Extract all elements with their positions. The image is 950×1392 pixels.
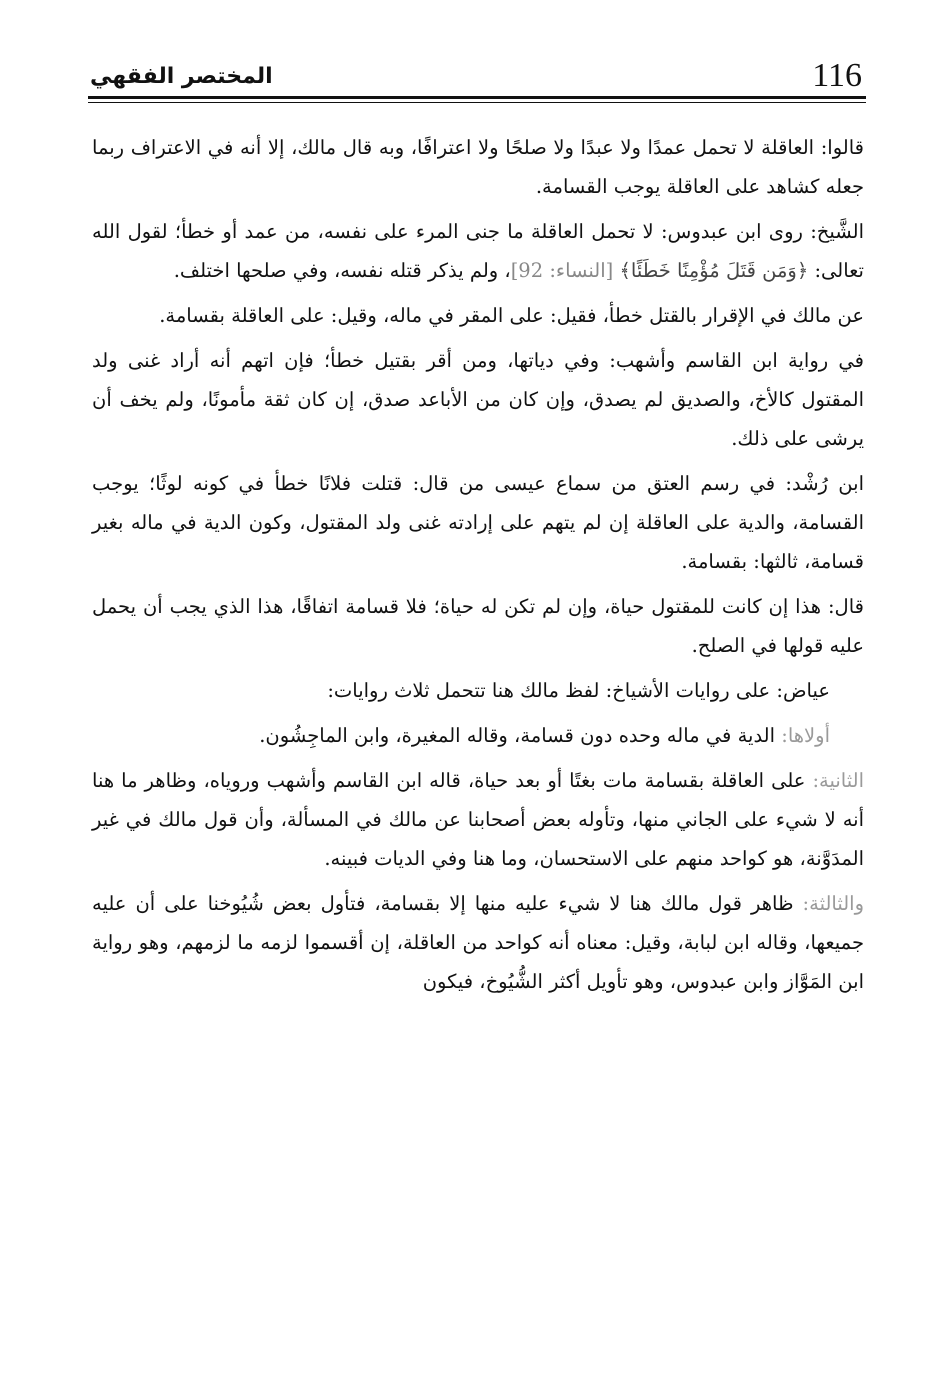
paragraph-5 xyxy=(92,464,864,581)
paragraph-text: الشَّيخ: روى ابن عبدوس: لا تحمل العاقلة ما جنى المرء على نفسه، من عمد أو خطأ؛ لقول الله تعالى: xyxy=(92,220,864,282)
page-header xyxy=(88,58,866,94)
paragraph-1 xyxy=(92,128,864,206)
item-label: أولاها: xyxy=(775,724,830,747)
page-number: 116 xyxy=(812,57,862,94)
paragraph-text: ظاهر قول مالك هنا لا شيء عليه منها إلا بقسامة، فتأول بعض شُيُوخنا على أن عليه جميعها، وقاله ابن لبابة، وقيل: معناه أنه كواحد من العاقلة، إن أقسموا لزمه ما لزمهم، وهو رواية ابن المَوَّاز وابن عبدوس، وهو تأويل أكثر الشُّيُوخ، فيكون xyxy=(92,892,864,993)
paragraph-text: الدية في ماله وحده دون قسامة، وقاله المغيرة، وابن الماجِشُون. xyxy=(259,724,776,747)
item-label: والثالثة: xyxy=(793,892,864,915)
book-title: المختصر الفقهي xyxy=(90,64,273,89)
paragraph-2 xyxy=(92,212,864,290)
paragraph-text: قال: هذا إن كانت للمقتول حياة، وإن لم تكن له حياة؛ فلا قسامة اتفاقًا، هذا الذي يجب أن يحمل عليه قولها في الصلح. xyxy=(92,595,864,657)
paragraph-7 xyxy=(92,671,864,710)
body-text xyxy=(92,128,864,1007)
paragraph-text: عياض: على روايات الأشياخ: لفظ مالك هنا تتحمل ثلاث روايات: xyxy=(327,679,830,702)
quran-verse: ﴿وَمَن قَتَلَ مُؤْمِنًا خَطَئًا﴾ xyxy=(619,259,809,282)
paragraph-text: ابن رُشْد: في رسم العتق من سماع عيسى من قال: قتلت فلانًا خطأ في كونه لوثًا؛ يوجب القسامة، والدية على العاقلة إن لم يتهم على إرادته غنى ولد المقتول، وكون الدية في ماله بغير قسامة، ثالثها: بقسامة. xyxy=(92,472,864,573)
paragraph-6 xyxy=(92,587,864,665)
paragraph-8 xyxy=(92,716,864,755)
paragraph-text: في رواية ابن القاسم وأشهب: وفي دياتها، ومن أقر بقتيل خطأ؛ فإن اتهم أنه أراد غنى ولد المقتول كالأخ، والصديق لم يصدق، وإن كان من الأباعد صدق، إن كان ثقة مأمونًا، ولم يخف أن يرشى على ذلك. xyxy=(92,349,864,450)
paragraph-text: عن مالك في الإقرار بالقتل خطأ، فقيل: على المقر في ماله، وقيل: على العاقلة بقسامة. xyxy=(159,304,864,327)
paragraph-text: قالوا: العاقلة لا تحمل عمدًا ولا عبدًا ولا صلحًا ولا اعترافًا، وبه قال مالك، إلا أنه في الاعتراف ربما جعله كشاهد على العاقلة يوجب القسامة. xyxy=(92,136,864,198)
header-rule-thin xyxy=(88,102,866,103)
paragraph-3 xyxy=(92,296,864,335)
paragraph-4 xyxy=(92,341,864,458)
paragraph-text: على العاقلة بقسامة مات بغتًا أو بعد حياة، قاله ابن القاسم وأشهب وروياه، وظاهر ما هنا أنه لا شيء على الجاني منها، وتأوله بعض أصحابنا عن مالك في المسألة، وأن قول مالك في غير المدَوَّنة، هو كواحد منهم على الاستحسان، وما هنا وفي الديات فبينه. xyxy=(92,769,864,870)
verse-reference: [النساء: 92] xyxy=(510,259,620,282)
item-label: الثانية: xyxy=(805,769,864,792)
header-rule-thick xyxy=(88,96,866,99)
paragraph-text: ، ولم يذكر قتله نفسه، وفي صلحها اختلف. xyxy=(173,259,511,282)
paragraph-10 xyxy=(92,884,864,1001)
paragraph-9 xyxy=(92,761,864,878)
